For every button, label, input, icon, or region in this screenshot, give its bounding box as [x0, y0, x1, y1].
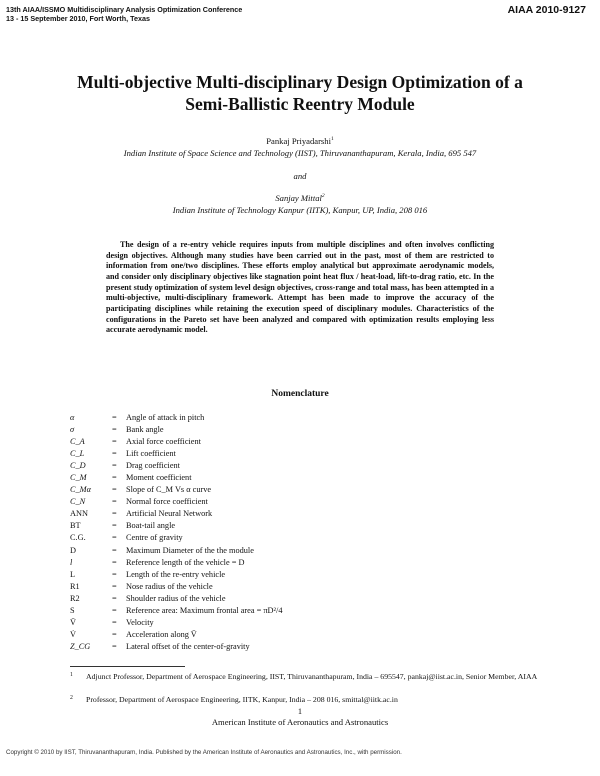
author-1: [40, 136, 560, 159]
nomenclature-row: [70, 484, 530, 496]
nomenclature-symbol: C_D: [70, 461, 86, 471]
nomenclature-definition: Bank angle: [126, 425, 164, 435]
nomenclature-row: [70, 436, 530, 448]
nomenclature-symbol: BT: [70, 521, 81, 531]
nomenclature-row: [70, 581, 530, 593]
equals-sign: =: [112, 497, 117, 507]
nomenclature-row: [70, 460, 530, 472]
nomenclature-symbol: α: [70, 413, 75, 422]
equals-sign: =: [112, 509, 117, 519]
paper-title-line-1: Multi-objective Multi-disciplinary Design Optimization of a: [77, 72, 523, 92]
conference-header: [6, 5, 242, 23]
nomenclature-symbol: V̇: [70, 629, 76, 639]
nomenclature-row: [70, 508, 530, 520]
nomenclature-symbol: V̄: [70, 617, 76, 627]
nomenclature-row: [70, 641, 530, 653]
conference-name: 13th AIAA/ISSMO Multidisciplinary Analysis Optimization Conference: [6, 5, 243, 14]
nomenclature-symbol: C_A: [70, 437, 85, 447]
equals-sign: =: [112, 533, 117, 543]
equals-sign: =: [112, 557, 117, 567]
footnote-divider: [70, 666, 185, 667]
copyright-notice: Copyright © 2010 by IIST, Thiruvananthapuram, India. Published by the American Institute of Aeronautics and Astronautics, Inc., with permission.: [6, 749, 402, 756]
nomenclature-row: [70, 532, 530, 544]
nomenclature-row: [70, 605, 530, 617]
author-separator: and: [293, 171, 307, 181]
nomenclature-symbol: S: [70, 605, 75, 615]
equals-sign: =: [112, 605, 117, 615]
author-name: Sanjay Mittal$^2$: [275, 193, 325, 203]
nomenclature-row: [70, 424, 530, 436]
nomenclature-symbol: ANN: [70, 509, 88, 519]
equals-sign: =: [112, 617, 117, 627]
nomenclature-definition: Lateral offset of the center-of-gravity: [126, 641, 250, 651]
nomenclature-definition: Velocity: [126, 617, 154, 627]
equals-sign: =: [112, 581, 117, 591]
nomenclature-definition: Centre of gravity: [126, 533, 183, 543]
nomenclature-definition: Acceleration along V̄: [126, 629, 197, 639]
conference-dates: 13 - 15 September 2010, Fort Worth, Texas: [6, 14, 150, 23]
nomenclature-row: [70, 412, 530, 424]
nomenclature-definition: Lift coefficient: [126, 449, 176, 459]
nomenclature-row: [70, 557, 530, 569]
footnote-mark: 2: [321, 193, 325, 200]
equals-sign: =: [112, 437, 117, 447]
footnote-text: Professor, Department of Aerospace Engineering, IITK, Kanpur, India – 208 016, smittal@iitk.ac.in: [86, 695, 398, 704]
equals-sign: =: [112, 485, 117, 495]
nomenclature-row: [70, 629, 530, 641]
nomenclature-definition: Nose radius of the vehicle: [126, 581, 213, 591]
footnote-number: 2: [70, 695, 73, 701]
equals-sign: =: [112, 449, 117, 459]
nomenclature-row: [70, 520, 530, 532]
footnote-text: Adjunct Professor, Department of Aerospace Engineering, IIST, Thiruvananthapuram, India – 695547, pankaj@iist.ac.in, Senior Member, AIAA: [86, 672, 538, 681]
nomenclature-definition: Shoulder radius of the vehicle: [126, 593, 226, 603]
publisher-line: American Institute of Aeronautics and Astronautics: [211, 717, 389, 727]
nomenclature-row: [70, 472, 530, 484]
nomenclature-row: [70, 569, 530, 581]
nomenclature-list: [70, 412, 530, 653]
nomenclature-definition: Normal force coefficient: [126, 497, 208, 507]
nomenclature-symbol: C.G.: [70, 533, 86, 543]
nomenclature-symbol: C_N: [70, 497, 86, 507]
equals-sign: =: [112, 593, 117, 603]
equals-sign: =: [112, 569, 117, 579]
nomenclature-definition: Length of the re-entry vehicle: [126, 569, 226, 579]
nomenclature-heading: Nomenclature: [271, 389, 329, 399]
author-affiliation: Indian Institute of Space Science and Technology (IIST), Thiruvananthapuram, Kerala, India, 695 547: [123, 147, 477, 158]
nomenclature-row: [70, 448, 530, 460]
equals-sign: =: [112, 473, 117, 483]
nomenclature-definition: Reference area: Maximum frontal area = πD²/4: [126, 605, 283, 615]
equals-sign: =: [112, 413, 117, 422]
nomenclature-row: [70, 545, 530, 557]
nomenclature-symbol: R2: [70, 593, 80, 603]
nomenclature-definition: Reference length of the vehicle = D: [126, 557, 245, 567]
nomenclature-symbol: R1: [70, 581, 80, 591]
nomenclature-row: [70, 617, 530, 629]
nomenclature-definition: Artificial Neural Network: [126, 509, 213, 519]
nomenclature-row: [70, 593, 530, 605]
nomenclature-symbol: l: [70, 557, 73, 567]
nomenclature-symbol: C_M: [70, 473, 87, 483]
paper-title-line-2: Semi-Ballistic Reentry Module: [185, 94, 415, 114]
nomenclature-definition: Moment coefficient: [126, 473, 192, 483]
nomenclature-definition: Boat-tail angle: [126, 521, 176, 531]
equals-sign: =: [112, 425, 117, 435]
author-name: Pankaj Priyadarshi$^1$: [266, 136, 334, 146]
footnote-mark: 1: [330, 136, 334, 143]
equals-sign: =: [112, 461, 117, 471]
page-number: 1: [297, 707, 303, 716]
equals-sign: =: [112, 641, 117, 651]
equals-sign: =: [112, 629, 117, 639]
nomenclature-definition: Angle of attack in pitch: [126, 413, 205, 422]
author-affiliation: Indian Institute of Technology Kanpur (IITK), Kanpur, UP, India, 208 016: [172, 204, 428, 215]
abstract: The design of a re-entry vehicle requires inputs from multiple disciplines and often involves conflicting design objectives. Although many studies have been carried out in the past, most of them are restricted to information from one/two disciplines. These efforts employ analytical but approximate aerodynamic models, and consider only disciplinary objectives like stagnation point heat flux / heat-load, lift-to-drag ratio, etc. In the present study optimization of system level design objectives, cross-range and total mass, has been attempted in a multi-objective, multi-disciplinary framework. Attempt has been made to improve the accuracy of the participating disciplines while retaining the execution speed of disciplinary modules. Characteristics of the configurations in the Pareto set have been analyzed and compared with optimization results employing less accurate aerodynamic model.: [106, 240, 494, 335]
footnote-2: [70, 695, 540, 706]
nomenclature-symbol: L: [70, 569, 76, 579]
equals-sign: =: [112, 521, 117, 531]
nomenclature-symbol: σ: [70, 425, 75, 435]
footnote-number: 1: [70, 672, 73, 678]
author-2: [40, 193, 560, 216]
equals-sign: =: [112, 545, 117, 555]
nomenclature-definition: Slope of C_M Vs α curve: [126, 485, 212, 495]
nomenclature-definition: Maximum Diameter of the the module: [126, 545, 254, 555]
footnote-1: [70, 672, 540, 683]
paper-id: AIAA 2010-9127: [507, 4, 586, 16]
nomenclature-definition: Axial force coefficient: [126, 437, 201, 447]
paper-title: [40, 71, 560, 115]
nomenclature-symbol: Z_CG: [70, 641, 91, 651]
nomenclature-definition: Drag coefficient: [126, 461, 180, 471]
nomenclature-symbol: C_L: [70, 449, 85, 459]
nomenclature-row: [70, 496, 530, 508]
nomenclature-symbol: C_Mα: [70, 485, 91, 495]
nomenclature-symbol: D: [70, 545, 76, 555]
